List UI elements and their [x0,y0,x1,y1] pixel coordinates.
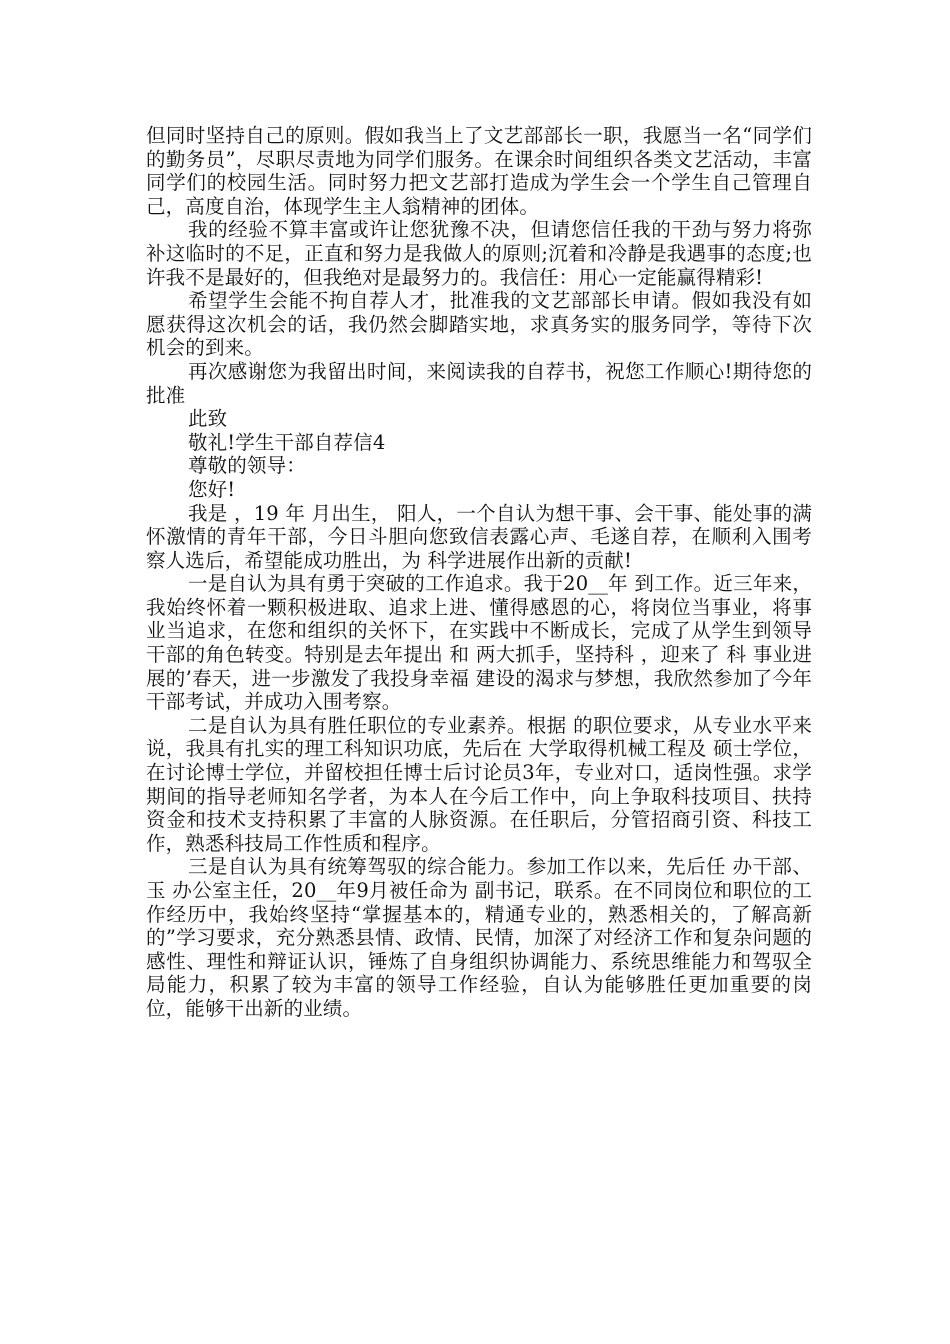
paragraph-point-2: 二是自认为具有胜任职位的专业素养。根据 的职位要求，从专业水平来说，我具有扎实的理工科知识功底，先后在 大学取得机械工程及 硕士学位，在讨论博士学位，并留校担任博士后讨论员3年，专业对口，适岗性强。求学期间的指导老师知名学者，为本人在今后工作中，向上争取科技项目、扶持资金和技术支持积累了丰富的人脉资源。在任职后，分管招商引资、科技工作，熟悉科技局工作性质和程序。 [146,713,812,855]
paragraph-4: 再次感谢您为我留出时间，来阅读我的自荐书，祝您工作顺心!期待您的批准 [146,359,812,407]
closing-salutation: 此致 [188,407,228,431]
paragraph-3: 希望学生会能不拘自荐人才，批准我的文艺部部长申请。假如我没有如愿获得这次机会的话，我仍然会脚踏实地，求真务实的服务同学，等待下次机会的到来。 [146,289,812,360]
closing-regards-heading: 敬礼!学生干部自荐信4 [188,430,386,454]
paragraph-2: 我的经验不算丰富或许让您犹豫不决，但请您信任我的干劲与努力将弥补这临时的不足，正直和努力是我做人的原则;沉着和冷静是我遇事的态度;也许我不是最好的，但我绝对是最努力的。我信任：用心一定能赢得精彩! [146,218,812,289]
document-body [146,124,812,1021]
paragraph-point-1: 一是自认为具有勇于突破的工作追求。我于20__年 到工作。近三年来，我始终怀着一颗积极进取、追求上进、懂得感恩的心，将岗位当事业，将事业当追求，在您和组织的关怀下，在实践中不断成长，完成了从学生到领导干部的角色转变。特别是去年提出 和 两大抓手，坚持科 ，迎来了 科 事业进展的’春天，进一步激发了我投身幸福 建设的渴求与梦想，我欣然参加了今年 干部考试，并成功入围考察。 [146,572,812,714]
paragraph-intro: 我是 ，19 年 月出生， 阳人，一个自认为想干事、会干事、能处事的满怀激情的青年干部，今日斗胆向您致信表露心声、毛遂自荐，在顺利入围考察人选后，希望能成功胜出，为 科学进展作出新的贡献! [146,501,812,572]
letter-salutation: 尊敬的领导： [188,454,306,478]
letter-greeting: 您好! [188,477,236,501]
paragraph-1: 但同时坚持自己的原则。假如我当上了文艺部部长一职，我愿当一名“同学们的勤务员”，尽职尽责地为同学们服务。在课余时间组织各类文艺活动，丰富同学们的校园生活。同时努力把文艺部打造成为学生会一个学生自己管理自己，高度自治，体现学生主人翁精神的团体。 [146,124,812,218]
paragraph-point-3: 三是自认为具有统筹驾驭的综合能力。参加工作以来，先后任 办干部、玉 办公室主任，20__年9月被任命为 副书记，联系。在不同岗位和职位的工作经历中，我始终坚持“掌握基本的，精通专业的，熟悉相关的，了解高新的”学习要求，充分熟悉县情、政情、民情，加深了对经济工作和复杂问题的感性、理性和辩证认识，锤炼了自身组织协调能力、系统思维能力和驾驭全局能力，积累了较为丰富的领导工作经验，自认为能够胜任更加重要的岗位，能够干出新的业绩。 [146,855,812,1020]
